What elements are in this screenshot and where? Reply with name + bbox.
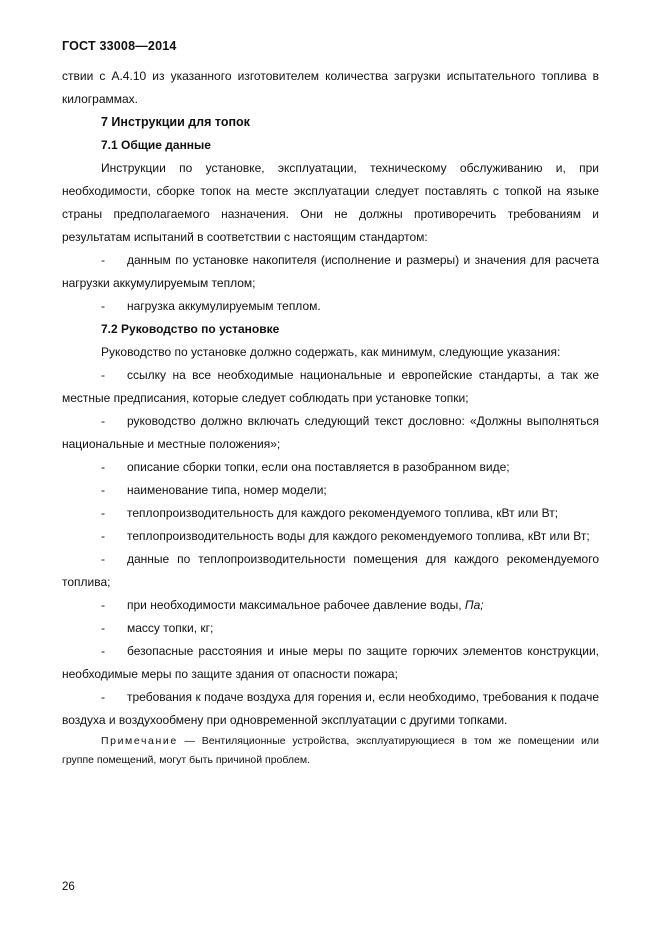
list-item-text: теплопроизводительность воды для каждого рекомендуемого топлива, кВт или Вт; bbox=[127, 529, 590, 543]
document-body bbox=[62, 65, 599, 770]
list-item bbox=[62, 295, 599, 318]
list-item bbox=[62, 364, 599, 410]
list-item bbox=[62, 594, 599, 617]
pressure-unit: Па; bbox=[464, 598, 484, 612]
list-item-text: нагрузка аккумулируемым теплом. bbox=[127, 299, 321, 313]
list-item-text: данным по установке накопителя (исполнение и размеры) и значения для расчета нагрузки аккумулируемым теплом; bbox=[62, 253, 599, 290]
list-item bbox=[62, 502, 599, 525]
list-dash: - bbox=[101, 506, 105, 520]
list-item-text: безопасные расстояния и иные меры по защите горючих элементов конструкции, необходимые меры по защите здания от опасности пожара; bbox=[62, 644, 599, 681]
section-7-2-title: 7.2 Руководство по установке bbox=[101, 322, 280, 336]
note-text: — Вентиляционные устройства, эксплуатирующиеся в том же помещении или группе помещений, могут быть причиной проблем. bbox=[62, 735, 599, 766]
list-dash: - bbox=[101, 552, 105, 566]
list-dash: - bbox=[101, 690, 105, 704]
list-dash: - bbox=[101, 414, 105, 428]
list-dash: - bbox=[101, 621, 105, 635]
list-dash: - bbox=[101, 529, 105, 543]
page-number: 26 bbox=[62, 881, 75, 893]
list-item-text: теплопроизводительность для каждого рекомендуемого топлива, кВт или Вт; bbox=[127, 506, 559, 520]
list-dash: - bbox=[101, 483, 105, 497]
section-7-1-title: 7.1 Общие данные bbox=[101, 138, 211, 152]
note-label: Примечание bbox=[101, 735, 178, 747]
list-item-text: при необходимости максимальное рабочее давление воды, bbox=[127, 598, 462, 612]
list-item-text: руководство должно включать следующий текст дословно: «Должны выполняться национальные и местные положения»; bbox=[62, 414, 599, 451]
list-item bbox=[62, 640, 599, 686]
list-item bbox=[62, 686, 599, 732]
list-item-text: наименование типа, номер модели; bbox=[127, 483, 327, 497]
list-dash: - bbox=[101, 460, 105, 474]
list-item-text: данные по теплопроизводительности помещения для каждого рекомендуемого топлива; bbox=[62, 552, 599, 589]
list-dash: - bbox=[101, 598, 105, 612]
list-dash: - bbox=[101, 299, 105, 313]
list-dash: - bbox=[101, 253, 105, 267]
list-item bbox=[62, 456, 599, 479]
list-item bbox=[62, 525, 599, 548]
list-item bbox=[62, 479, 599, 502]
list-item bbox=[62, 548, 599, 594]
list-item-text: описание сборки топки, если она поставляется в разобранном виде; bbox=[127, 460, 510, 474]
list-item-text: требования к подаче воздуха для горения и, если необходимо, требования к подаче воздуха и воздухообмену при одновременной эксплуатации с другими топками. bbox=[62, 690, 599, 727]
section-7-title: 7 Инструкции для топок bbox=[101, 115, 250, 129]
section-7-2-paragraph: Руководство по установке должно содержать, как минимум, следующие указания: bbox=[101, 345, 561, 359]
section-7-1-paragraph: Инструкции по установке, эксплуатации, техническому обслуживанию и, при необходимости, сборке топок на месте эксплуатации следует поставлять с топкой на языке страны предполагаемого назначения. Они не должны противоречить требованиям и результатам испытаний в соответствии с настоящим стандартом: bbox=[62, 161, 599, 244]
list-item bbox=[62, 617, 599, 640]
list-dash: - bbox=[101, 644, 105, 658]
intro-paragraph: ствии с А.4.10 из указанного изготовителем количества загрузки испытательного топлива в килограммах. bbox=[62, 69, 599, 106]
note-paragraph bbox=[62, 732, 599, 770]
standard-id-header: ГОСТ 33008—2014 bbox=[62, 39, 177, 53]
list-item-text: ссылку на все необходимые национальные и европейские стандарты, а так же местные предписания, которые следует соблюдать при установке топки; bbox=[62, 368, 599, 405]
list-dash: - bbox=[101, 368, 105, 382]
list-item bbox=[62, 249, 599, 295]
list-item-text: массу топки, кг; bbox=[127, 621, 214, 635]
list-item bbox=[62, 410, 599, 456]
